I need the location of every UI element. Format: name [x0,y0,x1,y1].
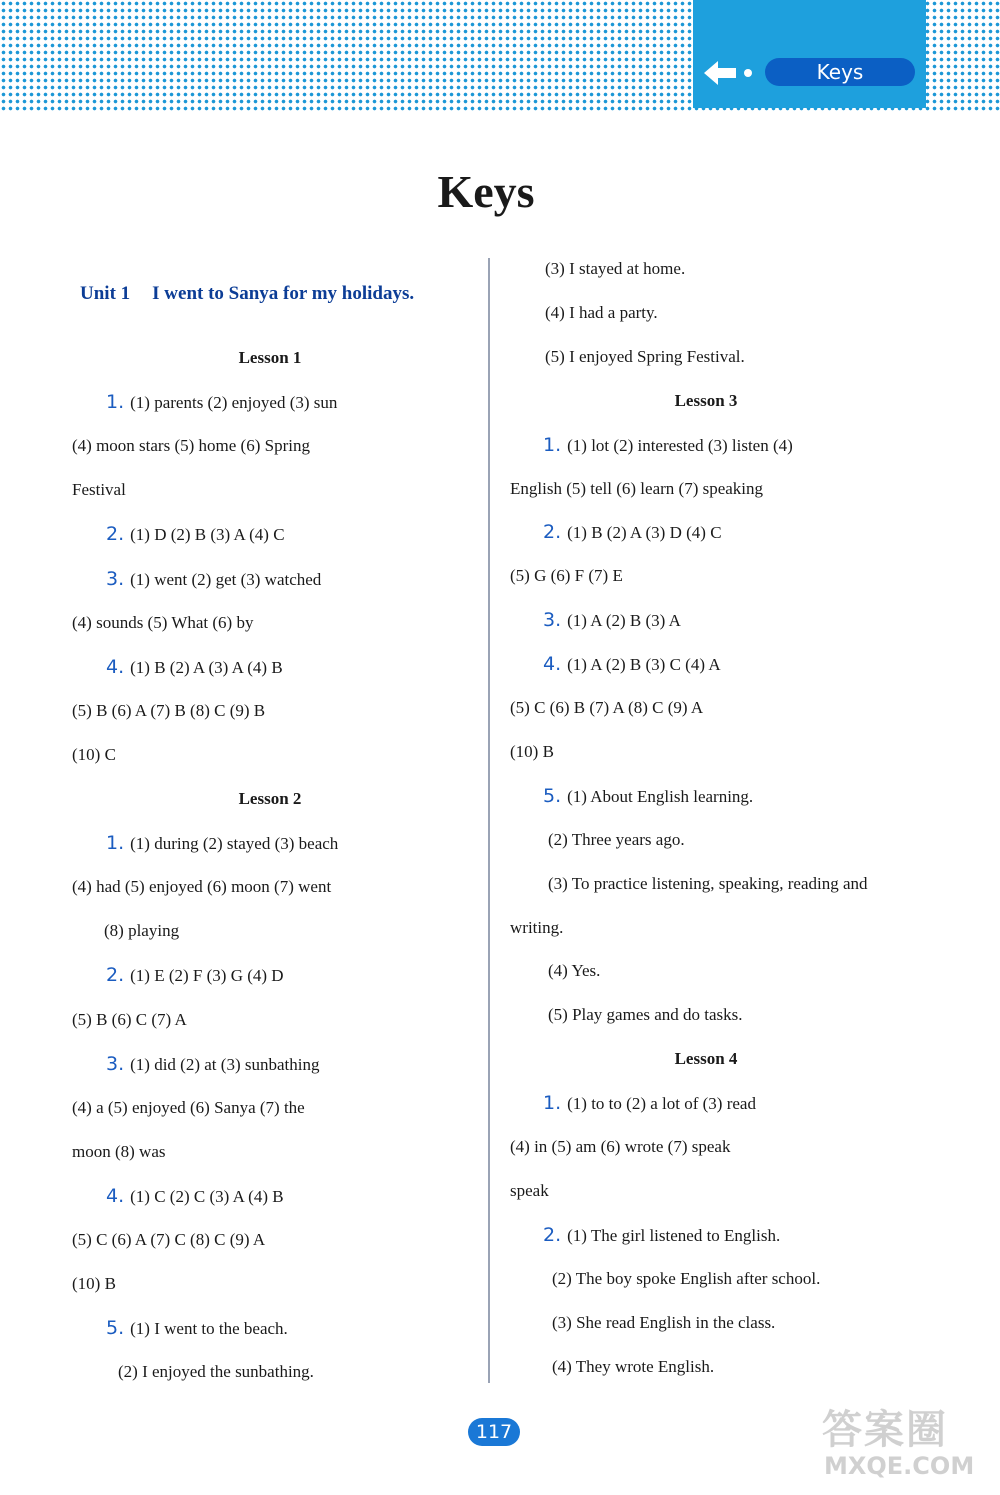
answer-item [543,608,681,633]
watermark-text-top: 答案圈 [822,1407,948,1453]
answer-item [106,831,338,856]
answer-line: (10) B [72,1274,116,1293]
answer-text: (1) E (2) F (3) G (4) D [130,966,284,985]
question-number: 5. [106,1317,125,1339]
answer-line: (4) had (5) enjoyed (6) moon (7) went [72,877,332,896]
answer-item [106,567,321,592]
question-number: 3. [106,1053,125,1075]
answer-line: (10) C [72,745,116,764]
question-number: 5. [543,785,562,807]
answer-line: (3) I stayed at home. [545,259,686,278]
answer-line: (4) in (5) am (6) wrote (7) speak [510,1137,731,1156]
lesson-heading: Lesson 4 [674,1049,738,1068]
answer-line: (2) I enjoyed the sunbathing. [118,1362,314,1381]
answer-line: speak [510,1181,549,1200]
answer-line: (4) a (5) enjoyed (6) Sanya (7) the [72,1098,305,1117]
answer-line: (4) I had a party. [545,303,658,322]
answer-item [106,1052,319,1077]
answer-item [106,390,337,415]
column-divider [488,258,490,1383]
answer-line: (5) G (6) F (7) E [510,566,623,585]
question-number: 2. [543,1224,562,1246]
lesson-heading: Lesson 3 [674,391,738,410]
lesson-heading: Lesson 2 [238,789,302,808]
answer-text: (1) during (2) stayed (3) beach [130,834,339,853]
answer-text: (1) B (2) A (3) A (4) B [130,658,283,677]
answer-item [106,522,285,547]
answer-line: (5) B (6) A (7) B (8) C (9) B [72,701,266,720]
question-number: 1. [543,434,562,456]
answer-line: writing. [510,918,564,937]
answer-item [543,652,721,677]
answer-item [106,963,284,988]
answer-line: (5) Play games and do tasks. [548,1005,743,1024]
answer-line: (4) sounds (5) What (6) by [72,613,254,632]
answer-text: (1) went (2) get (3) watched [130,570,322,589]
answer-line: Festival [72,480,126,499]
answer-text: (1) to to (2) a lot of (3) read [567,1094,756,1113]
lesson-heading: Lesson 1 [238,348,302,367]
header-section-block [693,0,926,108]
question-number: 4. [106,1185,125,1207]
watermark-logo [812,1398,992,1488]
answer-line: (4) They wrote English. [552,1357,715,1376]
answer-line: (8) playing [104,921,180,940]
answer-item [543,520,722,545]
unit-name: I went to Sanya for my holidays. [152,283,415,304]
answer-line: moon (8) was [72,1142,166,1161]
answer-item [543,784,753,809]
answer-text: (1) A (2) B (3) A [567,611,681,630]
answer-text: (1) A (2) B (3) C (4) A [567,655,721,674]
answer-item [106,1316,288,1341]
answer-text: (1) About English learning. [567,787,754,806]
answer-line: English (5) tell (6) learn (7) speaking [510,479,764,498]
question-number: 1. [106,832,125,854]
section-tab-keys[interactable]: Keys [765,58,915,86]
answer-line: (5) C (6) B (7) A (8) C (9) A [510,698,704,717]
answer-text: (1) parents (2) enjoyed (3) sun [130,393,338,412]
unit-number: Unit 1 [80,283,131,304]
answer-item [106,1184,284,1209]
question-number: 2. [543,521,562,543]
question-number: 2. [106,523,125,545]
answer-line: (4) moon stars (5) home (6) Spring [72,436,310,455]
answer-line: (10) B [510,742,554,761]
answer-text: (1) I went to the beach. [130,1319,288,1338]
page-title: Keys [437,166,535,217]
question-number: 1. [543,1092,562,1114]
answer-item [543,433,793,458]
arrow-left-icon[interactable] [700,58,760,88]
answer-text: (1) D (2) B (3) A (4) C [130,525,285,544]
answer-line: (3) She read English in the class. [552,1313,776,1332]
answer-line: (5) C (6) A (7) C (8) C (9) A [72,1230,266,1249]
answer-line: (2) The boy spoke English after school. [552,1269,821,1288]
answer-line: (2) Three years ago. [548,830,685,849]
answer-item [543,1223,780,1248]
answer-line: (3) To practice listening, speaking, reading and [548,874,868,893]
question-number: 3. [106,568,125,590]
answer-text: (1) The girl listened to English. [567,1226,781,1245]
answer-line: (5) B (6) C (7) A [72,1010,187,1029]
answer-item [106,655,283,680]
question-number: 4. [106,656,125,678]
question-number: 4. [543,653,562,675]
page-number: 117 [468,1418,520,1446]
question-number: 1. [106,391,125,413]
unit-heading [80,282,414,306]
answer-text: (1) C (2) C (3) A (4) B [130,1187,284,1206]
question-number: 2. [106,964,125,986]
answer-text: (1) B (2) A (3) D (4) C [567,523,722,542]
answer-item [543,1091,756,1116]
answer-line: (5) I enjoyed Spring Festival. [545,347,745,366]
answer-text: (1) lot (2) interested (3) listen (4) [567,436,793,455]
answer-text: (1) did (2) at (3) sunbathing [130,1055,320,1074]
question-number: 3. [543,609,562,631]
answer-line: (4) Yes. [548,961,601,980]
watermark-text-bottom: MXQE.COM [824,1452,975,1480]
